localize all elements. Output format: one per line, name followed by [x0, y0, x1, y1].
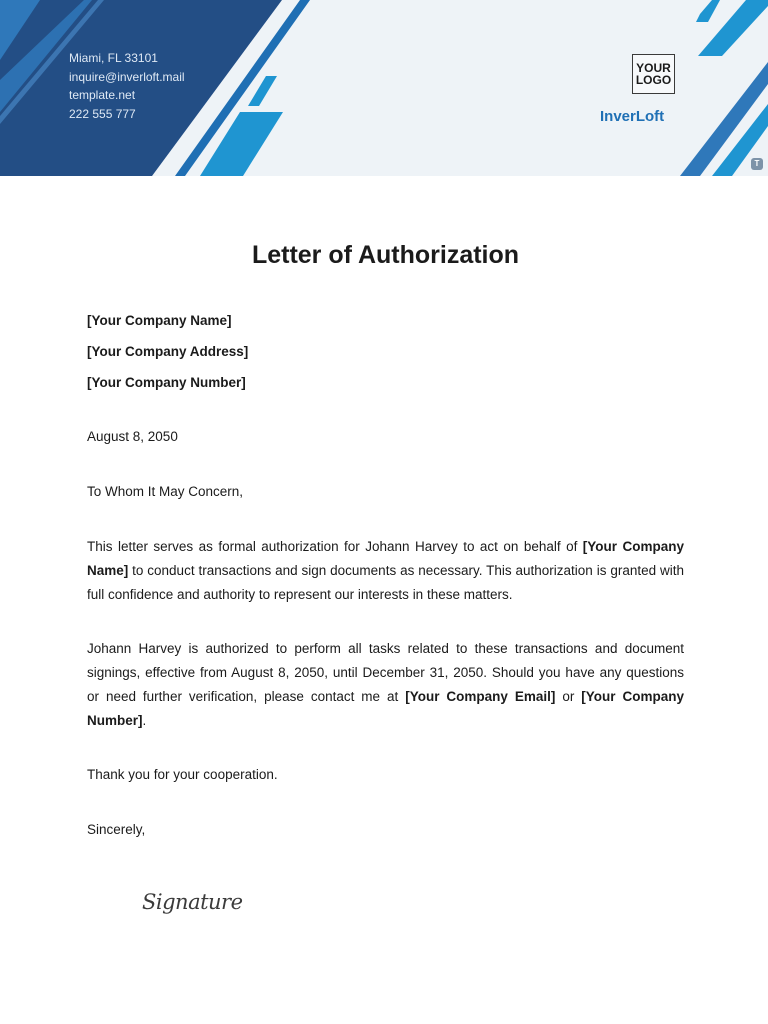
- sender-company-number: [Your Company Number]: [87, 375, 246, 390]
- signature: Signature: [142, 890, 243, 914]
- paragraph-1-text-b: to conduct transactions and sign documents as necessary. This authorization is granted with full confidence and authority to represent our interests in these matters.: [87, 563, 684, 602]
- contact-address: Miami, FL 33101: [69, 51, 158, 65]
- letterhead: [0, 0, 768, 176]
- paragraph-scope: [87, 637, 684, 733]
- letter-salutation: To Whom It May Concern,: [87, 484, 244, 499]
- letter-thanks: Thank you for your cooperation.: [87, 767, 278, 782]
- paragraph-2-text-b: or: [555, 689, 582, 704]
- paragraph-2-company-number: [Your Company Number]: [87, 689, 684, 728]
- logo-line-2: LOGO: [635, 73, 672, 87]
- paragraph-1-company-name: [Your Company Name]: [87, 539, 684, 578]
- paragraph-2-text-a: Johann Harvey is authorized to perform all tasks related to these transactions and document signings, effective from August 8, 2050, until December 31, 2050. Should you have any questions or need further verification, please contact me at: [87, 641, 684, 704]
- letter-title: Letter of Authorization: [251, 241, 520, 269]
- letter-closing: Sincerely,: [87, 822, 146, 837]
- template-badge-icon: T: [751, 158, 763, 170]
- brand-name: InverLoft: [600, 108, 665, 125]
- paragraph-1-text-a: This letter serves as formal authorization for Johann Harvey to act on behalf of: [87, 539, 583, 554]
- sender-block: [87, 311, 248, 404]
- sender-company-address: [Your Company Address]: [87, 344, 249, 359]
- contact-phone: 222 555 777: [69, 106, 136, 121]
- contact-website: template.net: [69, 88, 136, 102]
- letter-date: August 8, 2050: [87, 429, 178, 444]
- paragraph-2-text-c: .: [142, 713, 147, 728]
- contact-block: [69, 49, 185, 123]
- logo-line-1: YOUR: [636, 61, 671, 75]
- logo-placeholder: [632, 54, 675, 94]
- paragraph-authorization: [87, 535, 684, 607]
- contact-email: inquire@inverloft.mail: [69, 69, 185, 84]
- sender-company-name: [Your Company Name]: [87, 313, 232, 328]
- paragraph-2-company-email: [Your Company Email]: [405, 689, 556, 704]
